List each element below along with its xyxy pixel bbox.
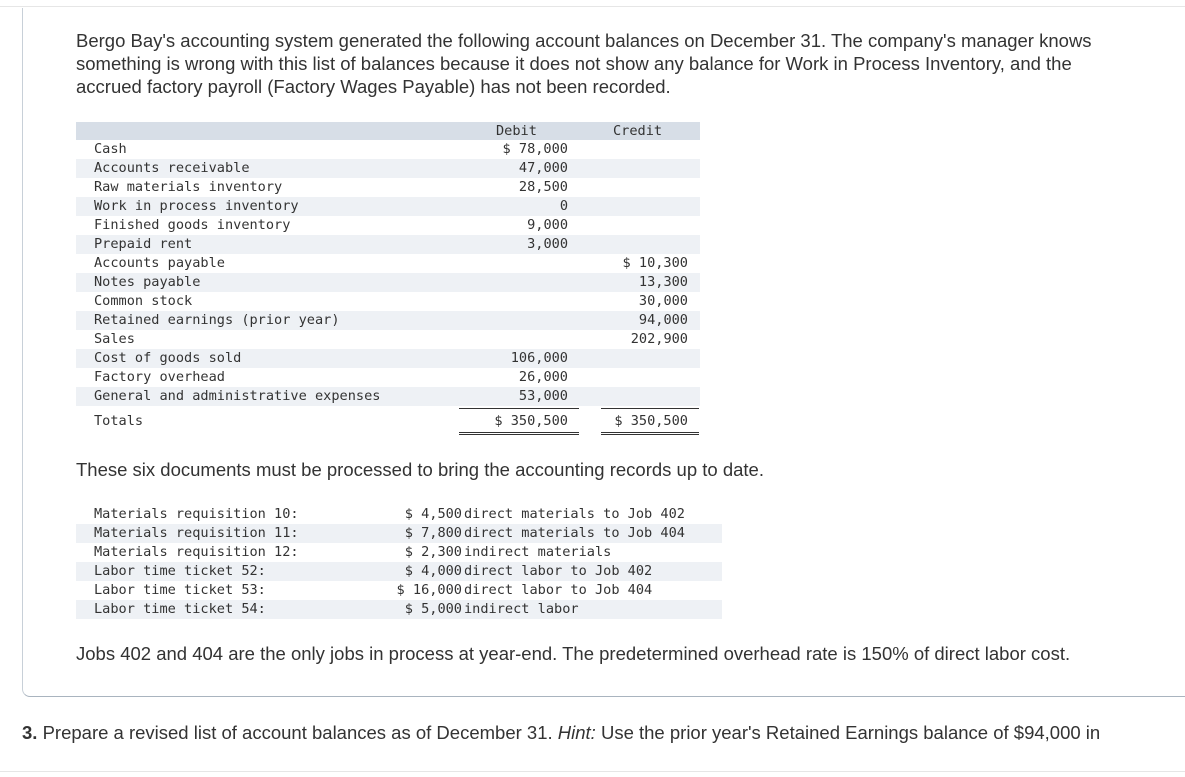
document-amount: $ 4,500 xyxy=(404,506,462,522)
table-row xyxy=(76,140,700,159)
debit-amount: 47,000 xyxy=(518,160,568,176)
debit-amount: 26,000 xyxy=(518,369,568,385)
document-name: Labor time ticket 52: xyxy=(94,563,266,579)
document-description: direct labor to Job 404 xyxy=(464,582,653,598)
document-description: direct materials to Job 402 xyxy=(464,506,685,522)
documents-list xyxy=(76,505,722,619)
debit-double-rule-1 xyxy=(459,432,579,433)
account-name: Accounts payable xyxy=(94,255,225,271)
table-row xyxy=(76,349,700,368)
table-row xyxy=(76,235,700,254)
account-name: Common stock xyxy=(94,293,193,309)
document-amount: $ 5,000 xyxy=(404,601,462,617)
table-row xyxy=(76,159,700,178)
account-name: Retained earnings (prior year) xyxy=(94,312,340,328)
top-divider xyxy=(0,6,1185,7)
credit-amount: $ 10,300 xyxy=(622,255,688,271)
trial-balance-rows xyxy=(76,140,700,406)
credit-total: $ 350,500 xyxy=(614,413,688,429)
account-name: Work in process inventory xyxy=(94,198,299,214)
document-amount: $ 2,300 xyxy=(404,544,462,560)
debit-amount: $ 78,000 xyxy=(502,141,568,157)
credit-header: Credit xyxy=(613,123,663,139)
table-row xyxy=(76,216,700,235)
debit-amount: 53,000 xyxy=(518,388,568,404)
table-row xyxy=(76,311,700,330)
account-name: Finished goods inventory xyxy=(94,217,291,233)
document-amount: $ 16,000 xyxy=(396,582,462,598)
table-row xyxy=(76,387,700,406)
table-row xyxy=(76,197,700,216)
document-name: Materials requisition 11: xyxy=(94,525,299,541)
debit-total-rule xyxy=(459,408,579,409)
document-description: direct materials to Job 404 xyxy=(464,525,685,541)
hint-text: Use the prior year's Retained Earnings balance of $94,000 in xyxy=(595,722,1101,743)
problem-intro: Bergo Bay's accounting system generated the following account balances on December 31. The company's manager knows something is wrong with this list of balances because it does not show any balance for Work in Process Inventory, and the accrued factory payroll (Factory Wages Payable) has not been recorded. xyxy=(76,30,1092,97)
document-amount: $ 4,000 xyxy=(404,563,462,579)
list-item xyxy=(76,600,722,619)
credit-total-rule xyxy=(601,408,699,409)
list-item xyxy=(76,543,722,562)
table-row xyxy=(76,273,700,292)
account-name: Notes payable xyxy=(94,274,201,290)
credit-double-rule-1 xyxy=(601,432,699,433)
account-name: General and administrative expenses xyxy=(94,388,381,404)
question-text: Prepare a revised list of account balances as of December 31. xyxy=(37,722,558,743)
account-name: Factory overhead xyxy=(94,369,225,385)
debit-amount: 106,000 xyxy=(510,350,568,366)
debit-total: $ 350,500 xyxy=(494,413,568,429)
document-name: Labor time ticket 53: xyxy=(94,582,266,598)
documents-intro: These six documents must be processed to bring the accounting records up to date. xyxy=(76,459,764,480)
debit-amount: 0 xyxy=(559,198,568,214)
credit-amount: 202,900 xyxy=(630,331,688,347)
debit-header: Debit xyxy=(496,123,537,139)
account-name: Prepaid rent xyxy=(94,236,193,252)
debit-amount: 28,500 xyxy=(518,179,568,195)
account-name: Cost of goods sold xyxy=(94,350,242,366)
account-name: Sales xyxy=(94,331,135,347)
list-item xyxy=(76,581,722,600)
list-item xyxy=(76,505,722,524)
document-name: Labor time ticket 54: xyxy=(94,601,266,617)
table-row xyxy=(76,330,700,349)
account-name: Accounts receivable xyxy=(94,160,250,176)
document-name: Materials requisition 10: xyxy=(94,506,299,522)
bottom-divider xyxy=(0,771,1185,772)
question-3 xyxy=(22,722,1100,744)
credit-amount: 13,300 xyxy=(638,274,688,290)
table-row xyxy=(76,292,700,311)
document-name: Materials requisition 12: xyxy=(94,544,299,560)
totals-label: Totals xyxy=(94,413,144,429)
question-number: 3. xyxy=(22,722,38,743)
credit-double-rule-2 xyxy=(601,434,699,435)
account-name: Cash xyxy=(94,141,127,157)
trial-balance-header xyxy=(76,122,700,140)
closing-text: Jobs 402 and 404 are the only jobs in process at year-end. The predetermined overhead rate is 150% of direct labor cost. xyxy=(76,643,1071,664)
trial-balance-totals-row xyxy=(76,408,700,432)
debit-double-rule-2 xyxy=(459,434,579,435)
document-description: indirect materials xyxy=(464,544,612,560)
table-row xyxy=(76,254,700,273)
list-item xyxy=(76,562,722,581)
credit-amount: 94,000 xyxy=(638,312,688,328)
document-description: direct labor to Job 402 xyxy=(464,563,653,579)
debit-amount: 3,000 xyxy=(527,236,568,252)
debit-amount: 9,000 xyxy=(527,217,568,233)
credit-amount: 30,000 xyxy=(638,293,688,309)
trial-balance-table xyxy=(76,122,700,432)
document-description: indirect labor xyxy=(464,601,579,617)
account-name: Raw materials inventory xyxy=(94,179,283,195)
list-item xyxy=(76,524,722,543)
hint-label: Hint: xyxy=(557,722,596,743)
table-row xyxy=(76,178,700,197)
document-amount: $ 7,800 xyxy=(404,525,462,541)
table-row xyxy=(76,368,700,387)
